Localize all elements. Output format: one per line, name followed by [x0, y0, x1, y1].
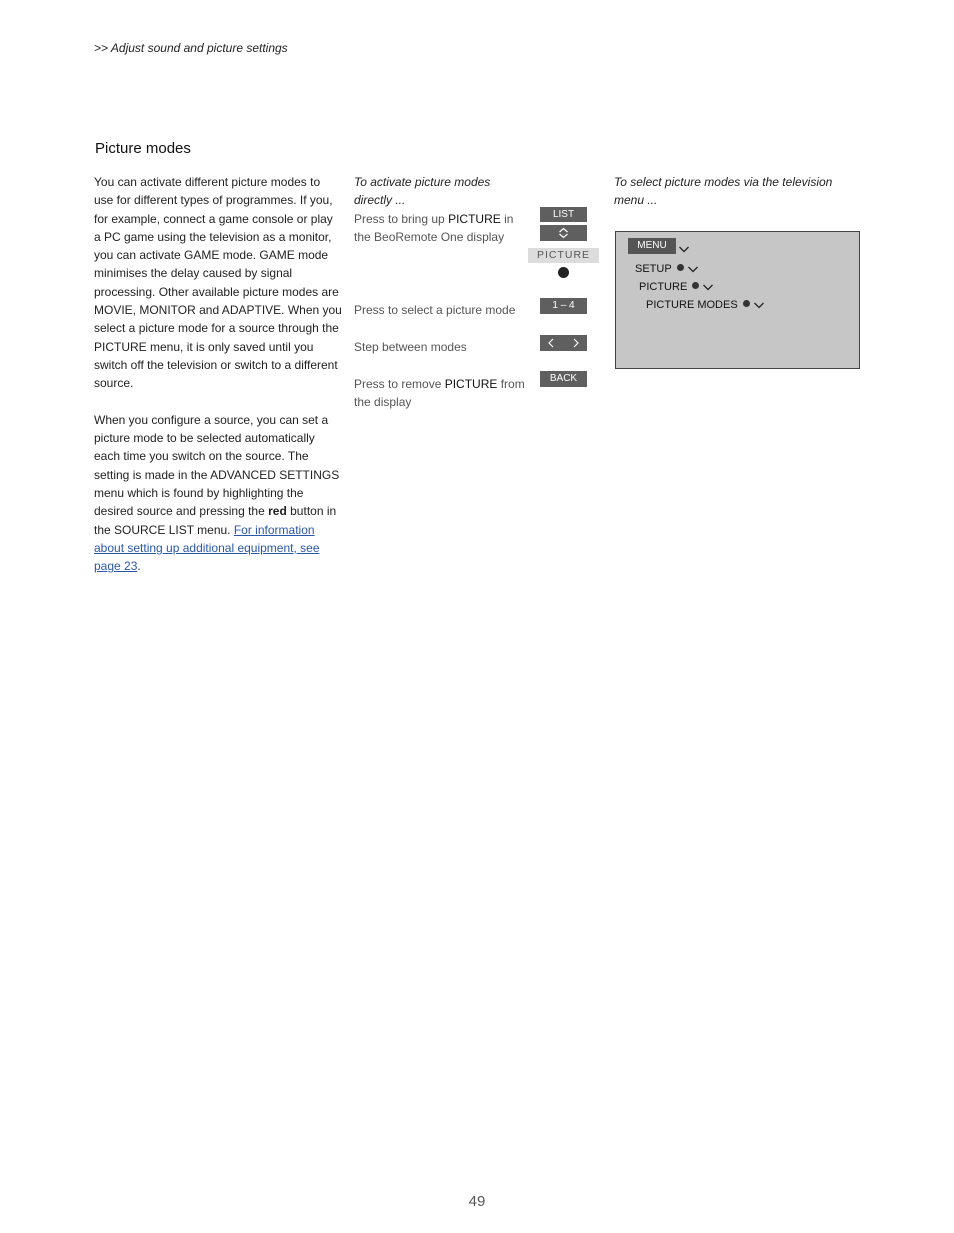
left-arrow-icon: [549, 339, 553, 347]
section-title: Picture modes: [95, 140, 191, 157]
remote-display-picture: PICTURE: [528, 248, 599, 263]
paragraph-1: You can activate different picture modes to use for different types of programmes. If you, for example, connect a game console or play a PC game using the television as a monitor, you can activate GAME mode. GAME mode minimises the delay caused by signal processing. Other available picture modes are MOVIE, MONITOR and ADAPTIVE. When you select a picture mode for a source through the PICTURE menu, it is only saved until you switch off the television or switch to a different source.: [94, 175, 342, 391]
step4-text-b: from the display: [354, 377, 525, 410]
step1-text-b: in the BeoRemote One display: [354, 212, 514, 245]
menu-item-label: PICTURE MODES: [646, 299, 738, 311]
select-dot-icon: [692, 282, 699, 289]
menu-item-label: PICTURE: [639, 281, 688, 293]
left-right-arrows-icon: [540, 335, 587, 351]
page-23-link[interactable]: For information about setting up additional equipment, see page 23: [94, 522, 320, 574]
select-dot-icon: [677, 264, 684, 271]
chevron-down-icon: [702, 283, 714, 292]
up-down-key[interactable]: [540, 225, 587, 241]
list-key[interactable]: LIST: [540, 207, 587, 222]
right-arrow-icon: [574, 339, 578, 347]
p2-text-mid: button in the SOURCE LIST menu.: [94, 504, 337, 537]
instruction-step-modes: Step between modes: [354, 340, 467, 354]
step4-text-a: Press to remove: [354, 377, 445, 391]
chevron-down-icon: [687, 265, 699, 274]
paragraph-2: [94, 411, 342, 576]
number-keys-1-4[interactable]: 1 – 4: [540, 298, 587, 314]
body-text: [94, 173, 342, 594]
step4-keyword: PICTURE: [444, 377, 498, 391]
menu-item-setup[interactable]: [635, 262, 699, 276]
step1-text-a: Press to bring up: [354, 212, 449, 226]
p2-text-start: When you configure a source, you can set a picture mode to be selected automatically each time you switch on the source. The setting is made in the ADVANCED SETTINGS menu which is found by highlighting the desired source and pressing the: [94, 412, 340, 519]
step1-keyword: PICTURE: [448, 212, 501, 226]
instruction-select-mode: Press to select a picture mode: [354, 303, 516, 317]
tv-menu-intro: To select picture modes via the television menu ...: [614, 175, 833, 208]
center-button-icon[interactable]: [558, 267, 569, 278]
chevron-down-icon: [753, 301, 765, 310]
p2-text-end: .: [137, 559, 141, 574]
menu-item-picture[interactable]: [639, 280, 714, 294]
page-number: 49: [468, 1193, 486, 1210]
menu-item-picture-modes[interactable]: [646, 298, 765, 312]
menu-item-label: SETUP: [635, 263, 672, 275]
left-right-keys[interactable]: [540, 335, 587, 351]
up-down-arrows-icon: [540, 225, 587, 241]
chevron-down-icon: [678, 245, 690, 254]
instruction-remove-picture: [354, 375, 532, 412]
menu-key[interactable]: MENU: [628, 238, 676, 254]
back-key[interactable]: BACK: [540, 371, 587, 387]
remote-intro: To activate picture modes directly ...: [354, 175, 491, 208]
instruction-bring-up-picture: [354, 210, 532, 247]
breadcrumb: >> Adjust sound and picture settings: [94, 41, 288, 55]
select-dot-icon: [743, 300, 750, 307]
p2-bold-red: red: [268, 504, 287, 519]
